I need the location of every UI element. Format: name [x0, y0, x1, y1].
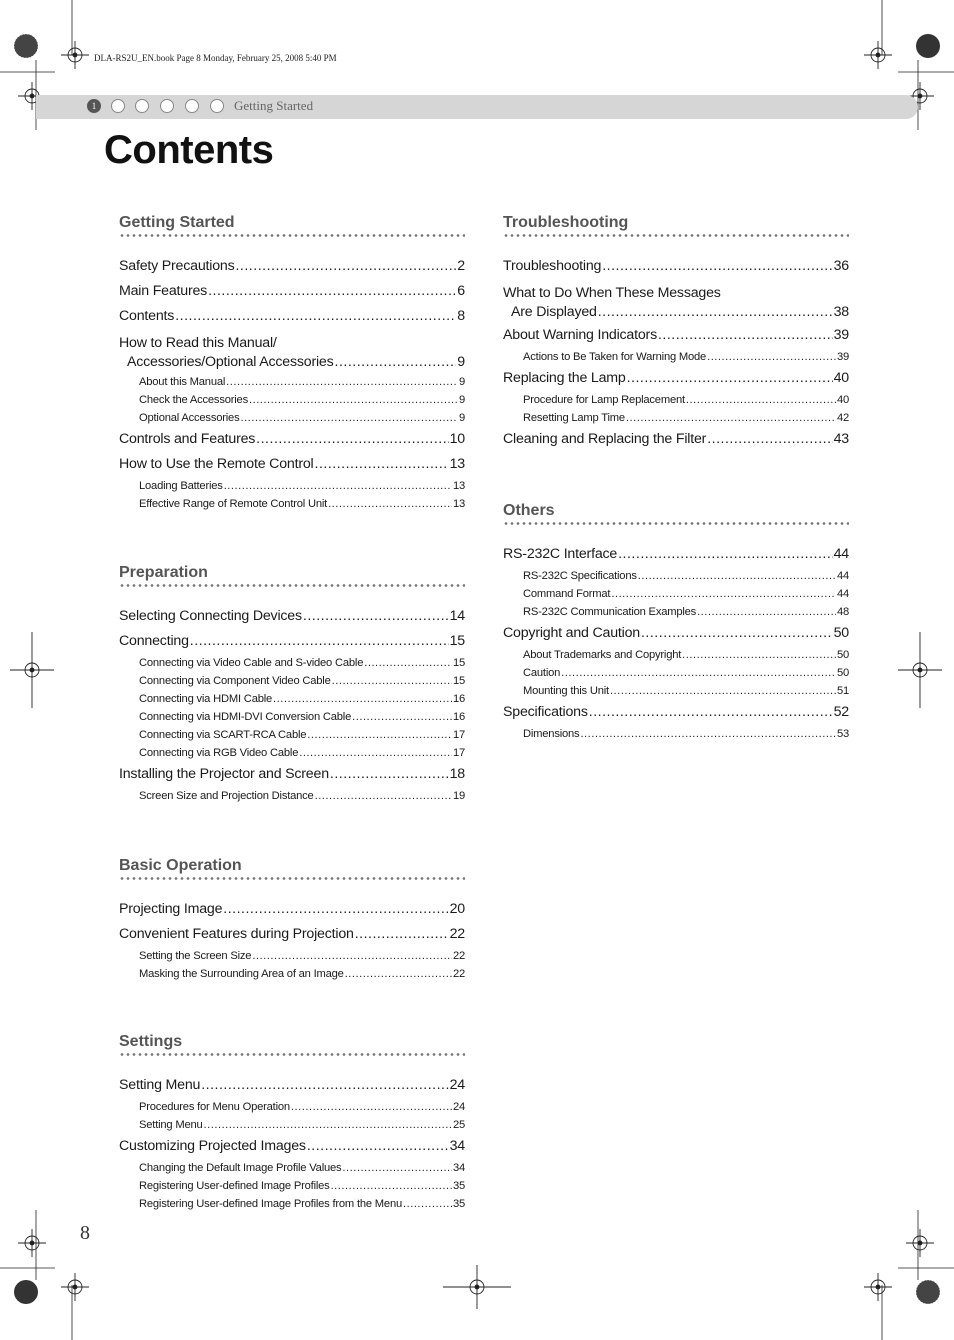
- chapter-indicator-active: 1: [87, 99, 101, 113]
- dotted-rule: [119, 234, 465, 237]
- toc-subentry[interactable]: Masking the Surrounding Area of an Image ..... 22: [119, 965, 465, 983]
- toc-subentry[interactable]: Dimensions ..... 53: [503, 725, 849, 743]
- toc-subentry[interactable]: Procedures for Menu Operation ..... 24: [119, 1098, 465, 1116]
- dotted-rule: [119, 1053, 465, 1056]
- section-others: [503, 502, 849, 743]
- toc-subentry[interactable]: Connecting via Video Cable and S-video Cable ..... 15: [119, 654, 465, 672]
- toc-entry[interactable]: How to Use the Remote Control ..... 13: [119, 452, 465, 477]
- chapter-indicator: [135, 99, 149, 113]
- toc-subentry[interactable]: RS-232C Communication Examples ..... 48: [503, 603, 849, 621]
- toc-entry-line1[interactable]: How to Read this Manual/: [119, 335, 277, 351]
- chapter-indicator: [210, 99, 224, 113]
- toc-entry[interactable]: Copyright and Caution ..... 50: [503, 621, 849, 646]
- toc-subentry[interactable]: Mounting this Unit ..... 51: [503, 682, 849, 700]
- section-heading: Preparation: [119, 564, 208, 581]
- toc-subentry[interactable]: About Trademarks and Copyright ..... 50: [503, 646, 849, 664]
- toc-subentry[interactable]: Connecting via Component Video Cable ..... 15: [119, 672, 465, 690]
- toc-subentry[interactable]: Optional Accessories ..... 9: [119, 409, 465, 427]
- toc-entry[interactable]: Cleaning and Replacing the Filter ..... 43: [503, 427, 849, 452]
- toc-entry[interactable]: Installing the Projector and Screen ..... 18: [119, 762, 465, 787]
- toc-entry[interactable]: Specifications ..... 52: [503, 700, 849, 725]
- toc-entry[interactable]: Contents ..... 8: [119, 304, 465, 329]
- section-heading: Others: [503, 502, 555, 519]
- toc-entry[interactable]: Main Features ..... 6: [119, 279, 465, 304]
- toc-subentry[interactable]: Screen Size and Projection Distance ..... 19: [119, 787, 465, 805]
- book-file-info: DLA-RS2U_EN.book Page 8 Monday, February 25, 2008 5:40 PM: [94, 53, 337, 63]
- toc-entry[interactable]: Accessories/Optional Accessories ..... 9: [119, 353, 465, 372]
- toc-entry[interactable]: Projecting Image ..... 20: [119, 897, 465, 922]
- toc-subentry[interactable]: Registering User-defined Image Profiles ..... 35: [119, 1177, 465, 1195]
- section-settings: [119, 1033, 465, 1213]
- toc-subentry[interactable]: Caution ..... 50: [503, 664, 849, 682]
- toc-subentry[interactable]: Actions to Be Taken for Warning Mode ..... 39: [503, 348, 849, 366]
- dotted-rule: [503, 234, 849, 237]
- toc-entry[interactable]: Controls and Features ..... 10: [119, 427, 465, 452]
- chapter-indicator: [160, 99, 174, 113]
- toc-subentry[interactable]: Resetting Lamp Time ..... 42: [503, 409, 849, 427]
- chapter-indicator: [111, 99, 125, 113]
- toc-entry[interactable]: Customizing Projected Images ..... 34: [119, 1134, 465, 1159]
- toc-subentry[interactable]: Connecting via HDMI Cable ..... 16: [119, 690, 465, 708]
- page-title: Contents: [104, 128, 274, 172]
- toc-entry[interactable]: Connecting ..... 15: [119, 629, 465, 654]
- section-getting-started: [119, 214, 465, 513]
- dotted-rule: [119, 584, 465, 587]
- toc-subentry[interactable]: Connecting via SCART-RCA Cable ..... 17: [119, 726, 465, 744]
- toc-subentry[interactable]: Setting Menu ..... 25: [119, 1116, 465, 1134]
- toc-subentry[interactable]: RS-232C Specifications ..... 44: [503, 567, 849, 585]
- toc-entry[interactable]: Safety Precautions ..... 2: [119, 254, 465, 279]
- toc-entry[interactable]: Selecting Connecting Devices ..... 14: [119, 604, 465, 629]
- toc-entry-line1[interactable]: What to Do When These Messages: [503, 285, 721, 301]
- toc-entry[interactable]: Are Displayed ..... 38: [503, 303, 849, 322]
- page-number: 8: [80, 1222, 90, 1244]
- toc-subentry[interactable]: Setting the Screen Size ..... 22: [119, 947, 465, 965]
- toc-subentry[interactable]: About this Manual ..... 9: [119, 373, 465, 391]
- section-heading: Basic Operation: [119, 857, 242, 874]
- toc-subentry[interactable]: Procedure for Lamp Replacement ..... 40: [503, 391, 849, 409]
- dotted-rule: [503, 522, 849, 525]
- toc-entry[interactable]: RS-232C Interface ..... 44: [503, 542, 849, 567]
- toc-subentry[interactable]: Changing the Default Image Profile Values ..... 34: [119, 1159, 465, 1177]
- toc-entry[interactable]: Replacing the Lamp ..... 40: [503, 366, 849, 391]
- section-heading: Troubleshooting: [503, 214, 629, 231]
- section-heading: Settings: [119, 1033, 183, 1050]
- toc-subentry[interactable]: Connecting via RGB Video Cable ..... 17: [119, 744, 465, 762]
- section-troubleshooting: [503, 214, 849, 452]
- toc-subentry[interactable]: Command Format ..... 44: [503, 585, 849, 603]
- toc-subentry[interactable]: Check the Accessories ..... 9: [119, 391, 465, 409]
- toc-subentry[interactable]: Effective Range of Remote Control Unit ..... 13: [119, 495, 465, 513]
- chapter-indicator: [185, 99, 199, 113]
- toc-entry[interactable]: Troubleshooting ..... 36: [503, 254, 849, 279]
- dotted-rule: [119, 877, 465, 880]
- section-preparation: [119, 564, 465, 805]
- toc-subentry[interactable]: Registering User-defined Image Profiles from the Menu ..... 35: [119, 1195, 465, 1213]
- chapter-label: Getting Started: [234, 98, 314, 113]
- toc-entry[interactable]: About Warning Indicators ..... 39: [503, 323, 849, 348]
- toc-subentry[interactable]: Connecting via HDMI-DVI Conversion Cable ..... 16: [119, 708, 465, 726]
- toc-entry[interactable]: Setting Menu ..... 24: [119, 1073, 465, 1098]
- section-heading: Getting Started: [119, 214, 235, 231]
- toc-entry[interactable]: Convenient Features during Projection ..... 22: [119, 922, 465, 947]
- toc-subentry[interactable]: Loading Batteries ..... 13: [119, 477, 465, 495]
- section-basic-operation: [119, 857, 465, 983]
